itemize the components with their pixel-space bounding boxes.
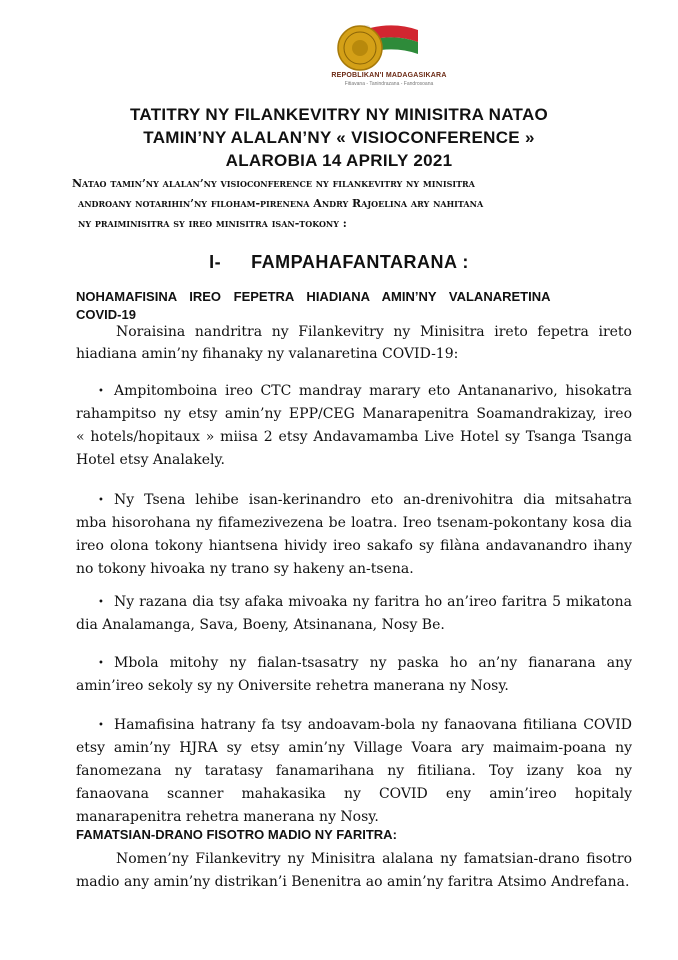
section-title: FAMPAHAFANTARANA : xyxy=(251,252,469,272)
section-number: I- xyxy=(209,252,222,272)
title-line-2: TAMIN’NY ALALAN’NY « VISIOCONFERENCE » xyxy=(143,128,535,147)
heading-covid-line-2: COVID-19 xyxy=(76,307,136,322)
bullet4-line-2: amin’ireo sekoly sy ny Oniversite rehetra manerana ny Nosy. xyxy=(76,678,509,694)
section-heading xyxy=(0,252,678,273)
para2-line-1: Nomen’ny Filankevitry ny Minisitra alalana ny famatsian-drano fisotro xyxy=(116,851,632,867)
intro-line-3: ny praiminisitra sy ireo minisitra isan-tokony : xyxy=(78,217,347,230)
bullet-icon: • xyxy=(98,658,104,669)
bullet-icon: • xyxy=(98,597,104,608)
bullet1-line-1: Ampitomboina ireo CTC mandray marary eto Antananarivo, hisokatra xyxy=(114,383,632,399)
bullet5-line-4: fanaovana scanner mahakasika ny COVID eny amin’ireo hopitaly xyxy=(76,786,632,802)
seal-and-flag-icon xyxy=(300,22,460,74)
bullet4-line-1: Mbola mitohy ny fialan-tsasatry ny paska ho an’ny fianarana any xyxy=(114,655,632,671)
bullet5-line-2: etsy amin’ny HJRA sy etsy amin’ny Village Voara ary maimaim-poana ny xyxy=(76,740,632,756)
intro-line-2: androany notarihin’ny filoham-pirenena Andry Rajoelina ary nahitana xyxy=(78,197,484,210)
republic-logo xyxy=(300,22,460,92)
bullet3-line-2: dia Analamanga, Sava, Boeny, Atsinanana, Nosy Be. xyxy=(76,617,445,633)
bullet1-line-3: « hotels/hopitaux » miisa 2 etsy Andavamamba Live Hotel sy Tsanga Tsanga xyxy=(76,429,632,445)
bullet3-line-1: Ny razana dia tsy afaka mivoaka ny faritra ho an’ireo faritra 5 mikatona xyxy=(114,594,632,610)
para1-line-2: hiadiana amin’ny fihanaky ny valanaretina COVID-19: xyxy=(76,346,459,362)
title-line-3: ALAROBIA 14 APRILY 2021 xyxy=(225,151,453,170)
bullet1-line-4: Hotel etsy Analakely. xyxy=(76,452,225,468)
intro-line-1: Natao tamin’ny alalan’ny visioconference ny filankevitry ny minisitra xyxy=(72,177,475,190)
heading-water: FAMATSIAN-DRANO FISOTRO MADIO NY FARITRA: xyxy=(76,827,397,842)
bullet-icon: • xyxy=(98,495,104,506)
bullet5-line-3: fanomezana ny taratasy fanamarihana ny fitiliana. Toy izany koa ny xyxy=(76,763,632,779)
logo-caption: REPOBLIKAN'I MADAGASIKARA xyxy=(331,72,447,79)
bullet2-line-1: Ny Tsena lehibe isan-kerinandro eto an-drenivohitra dia mitsahatra xyxy=(114,492,632,508)
bullet5-line-5: manarapenitra rehetra manerana ny Nosy. xyxy=(76,809,379,825)
para2-line-2: madio any amin’ny distrikan’i Benenitra ao amin’ny faritra Atsimo Andrefana. xyxy=(76,874,630,890)
para1-line-1: Noraisina nandritra ny Filankevitry ny Minisitra ireto fepetra ireto xyxy=(116,324,632,340)
heading-covid-line-1: NOHAMAFISINA IREO FEPETRA HIADIANA AMIN’NY VALANARETINA xyxy=(76,289,551,304)
bullet-icon: • xyxy=(98,720,104,731)
bullet2-line-4: no tokony hivoaka ny trano sy hakeny an-tsena. xyxy=(76,561,414,577)
logo-motto: Fitiavana - Tanindrazana - Fandrosoana xyxy=(344,81,434,87)
bullet5-line-1: Hamafisina hatrany fa tsy andoavam-bola ny fanaovana fitiliana COVID xyxy=(114,717,632,733)
bullet2-line-2: mba hisorohana ny fifamezivezena be loatra. Ireo tsenam-pokontany kosa dia xyxy=(76,515,632,531)
title-line-1: TATITRY NY FILANKEVITRY NY MINISITRA NATAO xyxy=(129,105,549,124)
bullet1-line-2: rahampitso ny etsy amin’ny EPP/CEG Manarapenitra Soamandrakizay, ireo xyxy=(76,406,632,422)
bullet-icon: • xyxy=(98,386,104,397)
bullet2-line-3: ireo olona tokony hiantsena hividy ireo sakafo sy filàna andavanandro ihany xyxy=(76,538,632,554)
